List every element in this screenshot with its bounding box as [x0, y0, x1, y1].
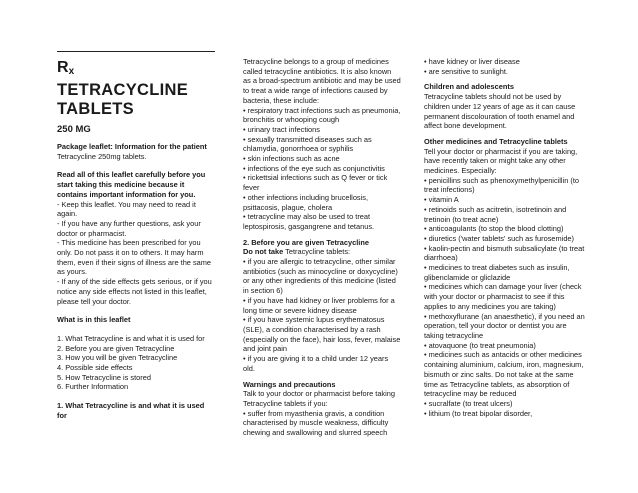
list-item: • skin infections such as acne [243, 154, 340, 164]
list-item: • if you are allergic to tetracycline, other similar antibiotics (such as minocycline or doxycycline) or any other ingredients of this medicine (listed in section 6) [243, 257, 398, 296]
list-item: • if you are giving it to a child under 12 years old. [243, 354, 389, 373]
contents-heading: What is in this leaflet [57, 315, 131, 325]
column-2 [243, 57, 401, 438]
list-item: - If any of the side effects gets serious, or if you notice any side effects not listed in this leaflet, please tell your doctor. [57, 277, 212, 306]
do-not-take-bold: Do not take [243, 247, 284, 257]
list-item: • other infections including brucellosis, psittacosis, plague, cholera [243, 192, 369, 212]
do-not-take-rest: Tetracycline tablets: [283, 247, 351, 257]
list-item: • anticoagulants (to stop the blood clotting) [424, 224, 564, 234]
contents-list [57, 334, 215, 392]
children-text: Tetracycline tablets should not be used by children under 12 years of age as it can cause permanent discolouration of tooth enamel and affect bone development. [424, 92, 576, 131]
list-item: • retinoids such as acitretin, isotretinoin and tretinoin (to treat acne) [424, 204, 567, 224]
list-item: • if you have systemic lupus erythematosus (SLE), a condition characterised by a rash (especially on the face), hair loss, fever, malaise and joint pain [243, 315, 401, 354]
list-item: • tetracycline may also be used to treat leptospirosis, gasgangrene and tetanus. [243, 212, 375, 231]
list-item: • suffer from myasthenia gravis, a condition characterised by muscle weakness, difficulty chewing and swallowing and slurred speech [243, 408, 389, 438]
list-item: • penicillins such as phenoxymethylpenicillin (to treat infections) [424, 175, 579, 195]
list-item: • atovaquone (to treat pneumonia) [424, 340, 536, 350]
do-not-take-line [243, 247, 401, 257]
list-item: • rickettsial infections such as Q fever or tick fever [243, 173, 388, 193]
other-medicines-text: Tell your doctor or pharmacist if you are taking, have recently taken or might take any other medicines. Especially: [424, 146, 578, 176]
list-item: 1. What Tetracycline is and what it is used for [57, 333, 205, 343]
list-item: • medicines such as antacids or other medicines containing aluminium, calcium, iron, magnesium, bismuth or zinc salts. Do not take at the same time as Tetracycline tablets, as absorption of tetracycline may be reduced [424, 350, 584, 399]
list-item: - This medicine has been prescribed for you only. Do not pass it on to others. It may harm them, even if their signs of illness are the same as yours. [57, 238, 212, 277]
list-item: • if you have had kidney or liver problems for a long time or severe kidney disease [243, 295, 395, 315]
list-item: 5. How Tetracycline is stored [57, 372, 151, 382]
section-1-heading: 1. What Tetracycline is and what it is used for [57, 401, 205, 420]
read-leaflet-heading: Read all of this leaflet carefully before you start taking this medicine because it contains important information for you. [57, 170, 206, 199]
warnings-text: Talk to your doctor or pharmacist before taking Tetracycline tablets if you: [243, 389, 395, 408]
title-line-1: TETRACYCLINE [57, 81, 189, 99]
header-rule [57, 51, 215, 52]
list-item: • urinary tract infections [243, 124, 320, 134]
column-1 [57, 142, 215, 421]
other-medicines-list [424, 176, 586, 419]
warnings-list [243, 409, 401, 438]
section-2-heading: 2. Before you are given Tetracycline [243, 237, 369, 247]
read-items [57, 200, 215, 307]
list-item: 4. Possible side effects [57, 363, 133, 373]
warnings-heading: Warnings and precautions [243, 379, 336, 389]
list-item: • medicines which can damage your liver (check with your doctor or pharmacist to see if this applies to any medicines you are taking) [424, 282, 582, 311]
infections-list [243, 106, 401, 232]
other-medicines-heading: Other medicines and Tetracycline tablets [424, 136, 568, 146]
list-item: • infections of the eye such as conjunctivitis [243, 163, 385, 173]
list-item: • respiratory tract infections such as pneumonia, bronchitis or whooping cough [243, 105, 401, 125]
list-item: 6. Further Information [57, 382, 129, 392]
list-item: • lithium (to treat bipolar disorder, [424, 408, 533, 418]
list-item: • methoxyflurane (an anaesthetic), if you need an operation, tell your doctor or dentist you are taking tetracycline [424, 311, 585, 340]
title-line-2: TABLETS [57, 100, 134, 118]
list-item: • kaolin-pectin and bismuth subsalicylate (to treat diarrhoea) [424, 243, 585, 263]
strength: 250 MG [57, 124, 91, 135]
package-heading: Package leaflet: Information for the patient [57, 142, 207, 151]
intro-text: Tetracycline belongs to a group of medicines called tetracycline antibiotics. It is also known as a broad-spectrum antibiotic and may be used to treat a wide range of infections caused by bacteria, these include: [243, 57, 401, 105]
product-title [57, 81, 188, 119]
children-heading: Children and adolescents [424, 82, 514, 92]
list-item: 3. How you will be given Tetracycline [57, 353, 178, 363]
list-item: • have kidney or liver disease [424, 57, 520, 66]
top-items [424, 57, 586, 76]
rx-symbol: $R_x$ [57, 59, 75, 77]
list-item: • diuretics ('water tablets' such as furosemide) [424, 233, 574, 243]
list-item: • medicines to treat diabetes such as insulin, glibenclamide or gliclazide [424, 263, 570, 282]
list-item: - If you have any further questions, ask your doctor or pharmacist. [57, 218, 201, 238]
list-item: • sexually transmitted diseases such as chlamydia, gonorrhoea or syphilis [243, 134, 372, 154]
list-item: • vitamin A [424, 195, 459, 205]
list-item: • are sensitive to sunlight. [424, 66, 508, 76]
list-item: 2. Before you are given Tetracycline [57, 343, 175, 353]
package-text: Tetracycline 250mg tablets. [57, 151, 147, 161]
do-not-take-list [243, 257, 401, 373]
list-item: • sucralfate (to treat ulcers) [424, 398, 513, 408]
column-3 [424, 57, 586, 418]
list-item: - Keep this leaflet. You may need to read it again. [57, 199, 196, 219]
